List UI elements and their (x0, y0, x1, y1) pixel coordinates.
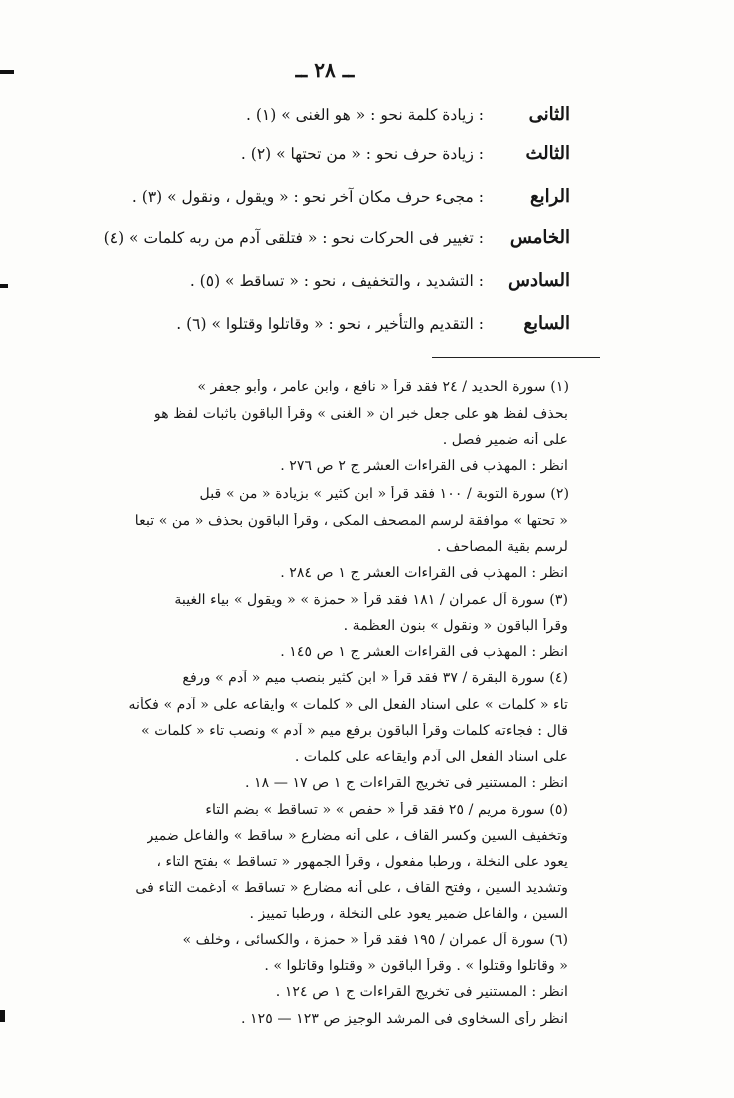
definition-line (241, 143, 570, 164)
footnote-line: على أنه ضمير فصل . (442, 432, 568, 448)
footnote-line: وقرأ الباقون « ونقول » بنون العظمة . (343, 618, 568, 634)
definition-text: : زيادة كلمة نحو : « هو الغنى » (١) . (246, 106, 484, 124)
definition-text: : مجىء حرف مكان آخر نحو : « ويقول ، ونقول » (٣) . (131, 188, 484, 206)
separator-line (432, 357, 600, 358)
footnote-line: بحذف لفظ هو على جعل خبر ان « الغنى » وقرأ الباقون باثبات لفظ هو (153, 406, 568, 422)
footnote-line: (٤) سورة البقرة / ٣٧ فقد قرأ « ابن كثير بنصب ميم « آدم » ورفع (182, 670, 568, 686)
footnote-line: انظر : المهذب فى القراءات العشر ج ٢ ص ٢٧٦ . (280, 458, 568, 474)
footnote-line: انظر : المهذب فى القراءات العشر ج ١ ص ٢٨٤ . (280, 565, 568, 581)
definition-line (132, 186, 570, 207)
definition-text: : التقديم والتأخير ، نحو : « وقاتلوا وقتلوا » (٦) . (176, 315, 484, 333)
footnote-line: السين ، والفاعل ضمير يعود على النخلة ، ورطبا تمييز . (249, 906, 568, 922)
scan-edge-mark (0, 1010, 5, 1022)
footnote-line: انظر : المستنير فى تخريج القراءات ج ١ ص ١٢٤ . (275, 984, 568, 1000)
footnote-line: قال : فجاءته كلمات وقرأ الباقون برفع ميم « آدم » ونصب تاء « كلمات » (141, 723, 568, 739)
footnote-line: وتشديد السين ، وفتح القاف ، على أنه مضارع « تساقط » أدغمت التاء فى (135, 880, 568, 896)
definition-line (176, 313, 570, 334)
footnote-line: (٢) سورة التوبة / ١٠٠ فقد قرأ « ابن كثير » بزيادة « من » قبل (199, 486, 569, 502)
footnote-line: (٣) سورة آل عمران / ١٨١ فقد قرأ « حمزة » « ويقول » بياء الغيبة (174, 592, 568, 608)
footnote-line: انظر رأى السخاوى فى المرشد الوجيز ص ١٢٣ — ١٢٥ . (240, 1011, 568, 1027)
page-number: ــ ٢٨ ــ (295, 58, 355, 82)
footnote-line: وتخفيف السين وكسر القاف ، على أنه مضارع « ساقط » والفاعل ضمير (146, 828, 568, 844)
footnote-line: انظر : المستنير فى تخريج القراءات ج ١ ص ١٧ — ١٨ . (244, 775, 568, 791)
definition-text: : زيادة حرف نحو : « من تحتها » (٢) . (240, 145, 484, 163)
definition-term: السابع (523, 313, 570, 334)
footnote-line: انظر : المهذب فى القراءات العشر ج ١ ص ١٤٥ . (280, 644, 568, 660)
definition-line (104, 227, 570, 248)
definition-term: الرابع (529, 186, 570, 207)
definition-text: : تغيير فى الحركات نحو : « فتلقى آدم من ربه كلمات » (٤) (103, 229, 484, 247)
definition-term: السادس (507, 270, 570, 291)
definition-line (246, 104, 570, 125)
footnote-line: « تحتها » موافقة لرسم المصحف المكى ، وقرأ الباقون بحذف « من » تبعا (134, 513, 568, 529)
footnote-line: (٥) سورة مريم / ٢٥ فقد قرأ « حفص » « تساقط » بضم التاء (205, 802, 568, 818)
footnote-line: (١) سورة الحديد / ٢٤ فقد قرأ « نافع ، وابن عامر ، وأبو جعفر » (197, 379, 569, 395)
definition-term: الخامس (509, 227, 570, 248)
definition-text: : التشديد ، والتخفيف ، نحو : « تساقط » (٥) . (189, 272, 484, 290)
definition-line (190, 270, 570, 291)
scan-edge-mark (0, 70, 14, 74)
definition-term: الثالث (525, 143, 570, 164)
footnote-line: « وقاتلوا وقتلوا » . وقرأ الباقون « وقتلوا وقاتلوا » . (264, 958, 568, 974)
definition-term: الثانى (528, 104, 570, 125)
footnote-line: يعود على النخلة ، ورطبا مفعول ، وقرأ الجمهور « تساقط » بفتح التاء ، (156, 854, 568, 870)
footnote-line: (٦) سورة آل عمران / ١٩٥ فقد قرأ « حمزة ، والكسائى ، وخلف » (182, 932, 568, 948)
footnote-line: تاء « كلمات » على اسناد الفعل الى « كلمات » وايقاعه على « آدم » فكأنه (128, 697, 568, 713)
scan-edge-mark (0, 284, 8, 288)
footnote-line: على اسناد الفعل الى آدم وايقاعه على كلمات . (294, 749, 568, 765)
footnote-line: لرسم بقية المصاحف . (436, 539, 568, 555)
